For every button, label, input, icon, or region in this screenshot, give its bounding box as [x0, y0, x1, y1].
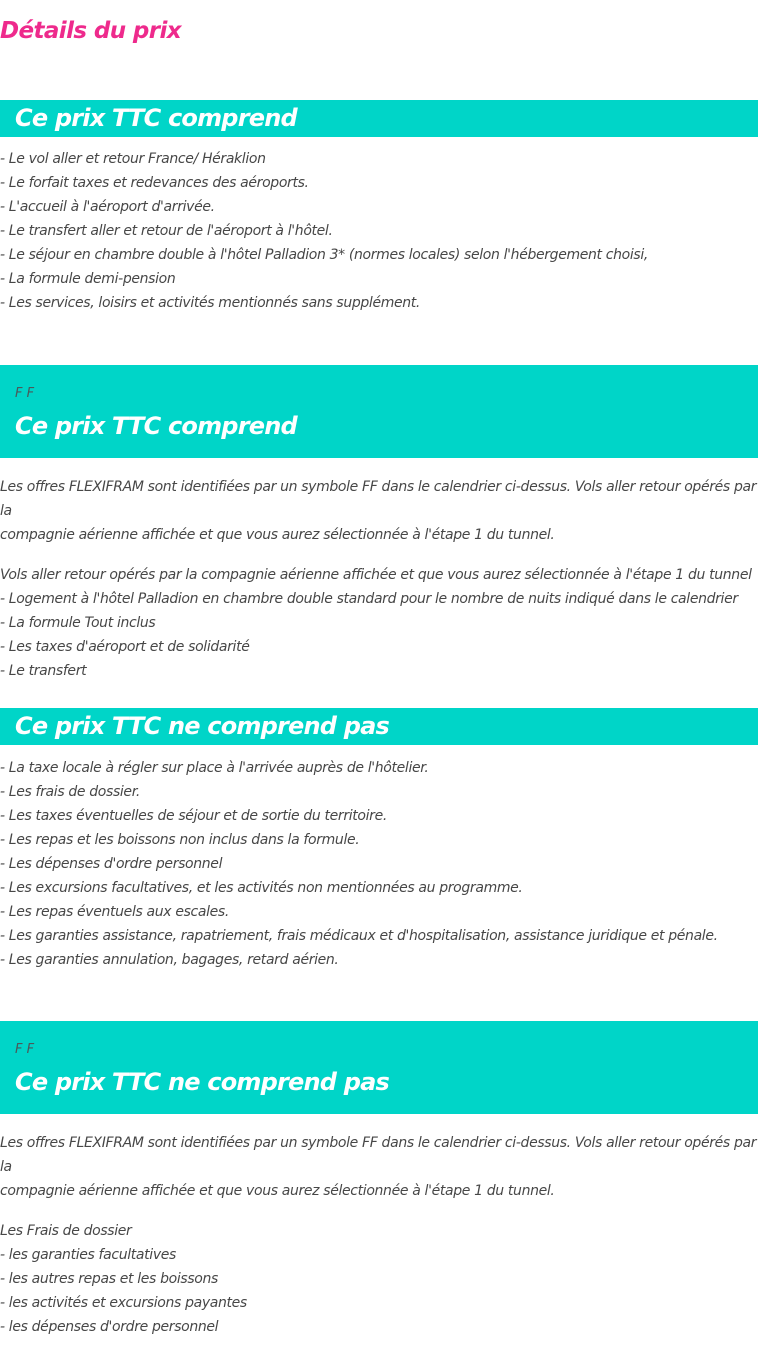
list-item: - Les frais de dossier.: [0, 784, 140, 800]
list-item: Vols aller retour opérés par la compagnie aérienne affichée et que vous aurez sélectionnée à l'étape 1 du tunnel: [0, 567, 752, 583]
list-item: - Logement à l'hôtel Palladion en chambre double standard pour le nombre de nuits indiqué dans le calendrier: [0, 591, 738, 607]
list-item: - Les dépenses d'ordre personnel: [0, 856, 223, 872]
list-item: - Les garanties annulation, bagages, retard aérien.: [0, 952, 339, 968]
section-included: [0, 100, 758, 315]
list-item: Les Frais de dossier: [0, 1223, 132, 1239]
section-title: Ce prix TTC comprend: [15, 412, 297, 440]
list-item: - Les repas éventuels aux escales.: [0, 904, 229, 920]
section-header-band: [0, 365, 758, 458]
list-item: - Le transfert aller et retour de l'aéroport à l'hôtel.: [0, 223, 333, 239]
page-title: Détails du prix: [0, 18, 182, 44]
list-item: - Les taxes d'aéroport et de solidarité: [0, 639, 250, 655]
section-not-included: [0, 708, 758, 972]
list-item: - les dépenses d'ordre personnel: [0, 1319, 219, 1335]
list-item: - Le séjour en chambre double à l'hôtel Palladion 3* (normes locales) selon l'hébergement choisi,: [0, 247, 648, 263]
list-item: - Les repas et les boissons non inclus dans la formule.: [0, 832, 360, 848]
section-header-band: [0, 1021, 758, 1114]
not-included-flexifram-list: [0, 1219, 758, 1339]
intro-line: Les offres FLEXIFRAM sont identifiées par un symbole FF dans le calendrier ci-dessus. Vols aller retour opérés par la: [0, 479, 757, 519]
ff-label: F F: [15, 1042, 35, 1057]
section-header-band: [0, 100, 758, 137]
list-item: - Les garanties assistance, rapatriement, frais médicaux et d'hospitalisation, assistance juridique et pénale.: [0, 928, 718, 944]
section-not-included-flexifram: [0, 1021, 758, 1339]
list-item: - La taxe locale à régler sur place à l'arrivée auprès de l'hôtelier.: [0, 760, 429, 776]
list-item: - La formule demi-pension: [0, 271, 176, 287]
intro-line: Les offres FLEXIFRAM sont identifiées par un symbole FF dans le calendrier ci-dessus. Vols aller retour opérés par la: [0, 1135, 757, 1175]
ff-label: F F: [15, 386, 35, 401]
intro-line: compagnie aérienne affichée et que vous aurez sélectionnée à l'étape 1 du tunnel.: [0, 527, 555, 543]
list-item: - Le forfait taxes et redevances des aéroports.: [0, 175, 309, 191]
section-included-flexifram: [0, 365, 758, 683]
list-item: - L'accueil à l'aéroport d'arrivée.: [0, 199, 215, 215]
section-title: Ce prix TTC ne comprend pas: [15, 712, 390, 740]
list-item: - les activités et excursions payantes: [0, 1295, 247, 1311]
flexifram-intro: [0, 475, 758, 547]
included-flexifram-list: [0, 563, 758, 683]
list-item: - les garanties facultatives: [0, 1247, 176, 1263]
section-title: Ce prix TTC ne comprend pas: [15, 1068, 390, 1096]
section-header-band: [0, 708, 758, 745]
flexifram-intro: [0, 1131, 758, 1203]
included-list: [0, 147, 758, 315]
section-title: Ce prix TTC comprend: [15, 104, 297, 132]
list-item: - La formule Tout inclus: [0, 615, 156, 631]
list-item: - les autres repas et les boissons: [0, 1271, 218, 1287]
list-item: - Les excursions facultatives, et les activités non mentionnées au programme.: [0, 880, 523, 896]
list-item: - Les taxes éventuelles de séjour et de sortie du territoire.: [0, 808, 387, 824]
list-item: - Le vol aller et retour France/ Héraklion: [0, 151, 266, 167]
intro-line: compagnie aérienne affichée et que vous aurez sélectionnée à l'étape 1 du tunnel.: [0, 1183, 555, 1199]
list-item: - Les services, loisirs et activités mentionnés sans supplément.: [0, 295, 421, 311]
not-included-list: [0, 756, 758, 972]
list-item: - Le transfert: [0, 663, 87, 679]
